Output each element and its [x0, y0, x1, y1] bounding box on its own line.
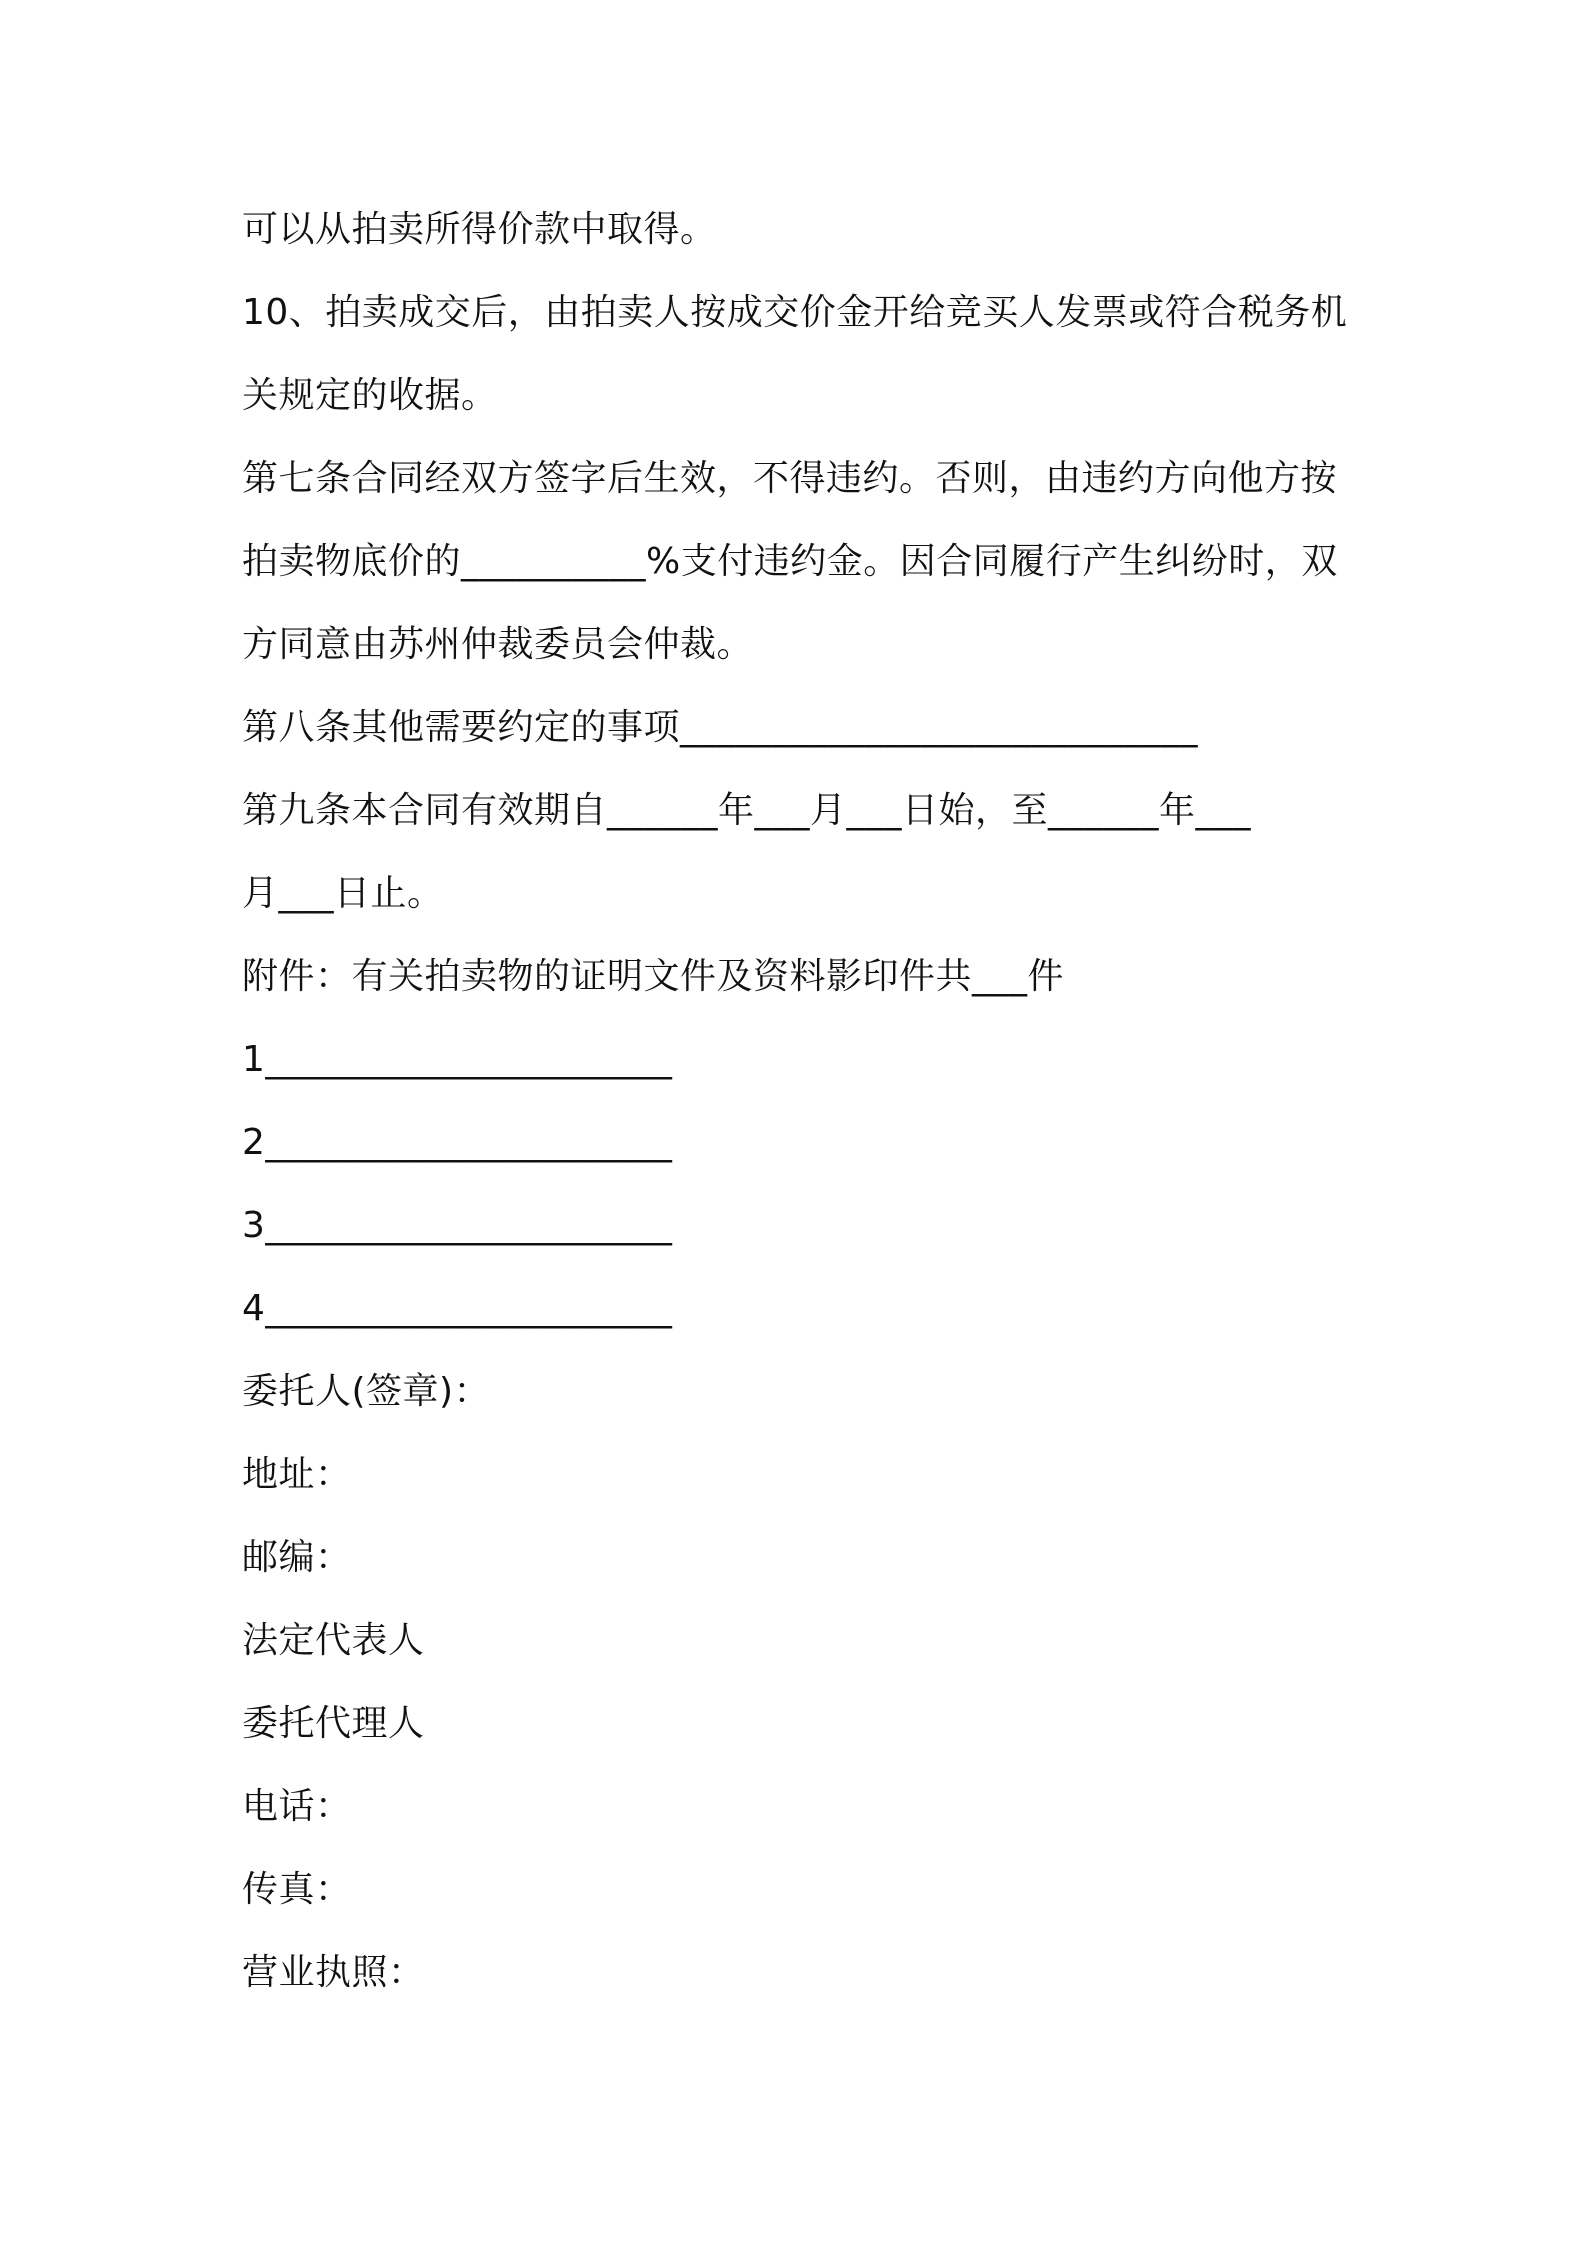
document-body — [242, 188, 1352, 2014]
text-line-19: 委托代理人 — [242, 1703, 425, 1744]
text-line-15: 委托人(签章)： — [242, 1371, 491, 1412]
text-line-18: 法定代表人 — [242, 1620, 425, 1661]
text-line-6: 方同意由苏州仲裁委员会仲裁。 — [242, 624, 754, 665]
text-line-14: 4______________________ — [242, 1288, 673, 1329]
text-line-10: 附件：有关拍卖物的证明文件及资料影印件共___件 — [242, 956, 1065, 997]
text-line-16: 地址： — [242, 1454, 352, 1495]
text-line-2: 10、拍卖成交后，由拍卖人按成交价金开给竞买人发票或符合税务机 — [242, 292, 1348, 333]
text-line-1: 可以从拍卖所得价款中取得。 — [242, 209, 717, 250]
text-line-20: 电话： — [242, 1786, 352, 1827]
text-line-21: 传真： — [242, 1869, 352, 1910]
text-line-9: 月___日止。 — [242, 873, 444, 914]
text-line-7: 第八条其他需要约定的事项____________________________ — [242, 707, 1199, 748]
text-line-8: 第九条本合同有效期自______年___月___日始，至______年___ — [242, 790, 1252, 831]
text-line-13: 3______________________ — [242, 1205, 673, 1246]
text-line-3: 关规定的收据。 — [242, 375, 498, 416]
text-line-5: 拍卖物底价的__________%支付违约金。因合同履行产生纠纷时，双 — [242, 541, 1338, 582]
text-line-11: 1______________________ — [242, 1039, 673, 1080]
text-line-22: 营业执照： — [242, 1952, 425, 1993]
text-line-12: 2______________________ — [242, 1122, 673, 1163]
text-line-17: 邮编： — [242, 1537, 352, 1578]
text-line-4: 第七条合同经双方签字后生效，不得违约。否则，由违约方向他方按 — [242, 458, 1338, 499]
